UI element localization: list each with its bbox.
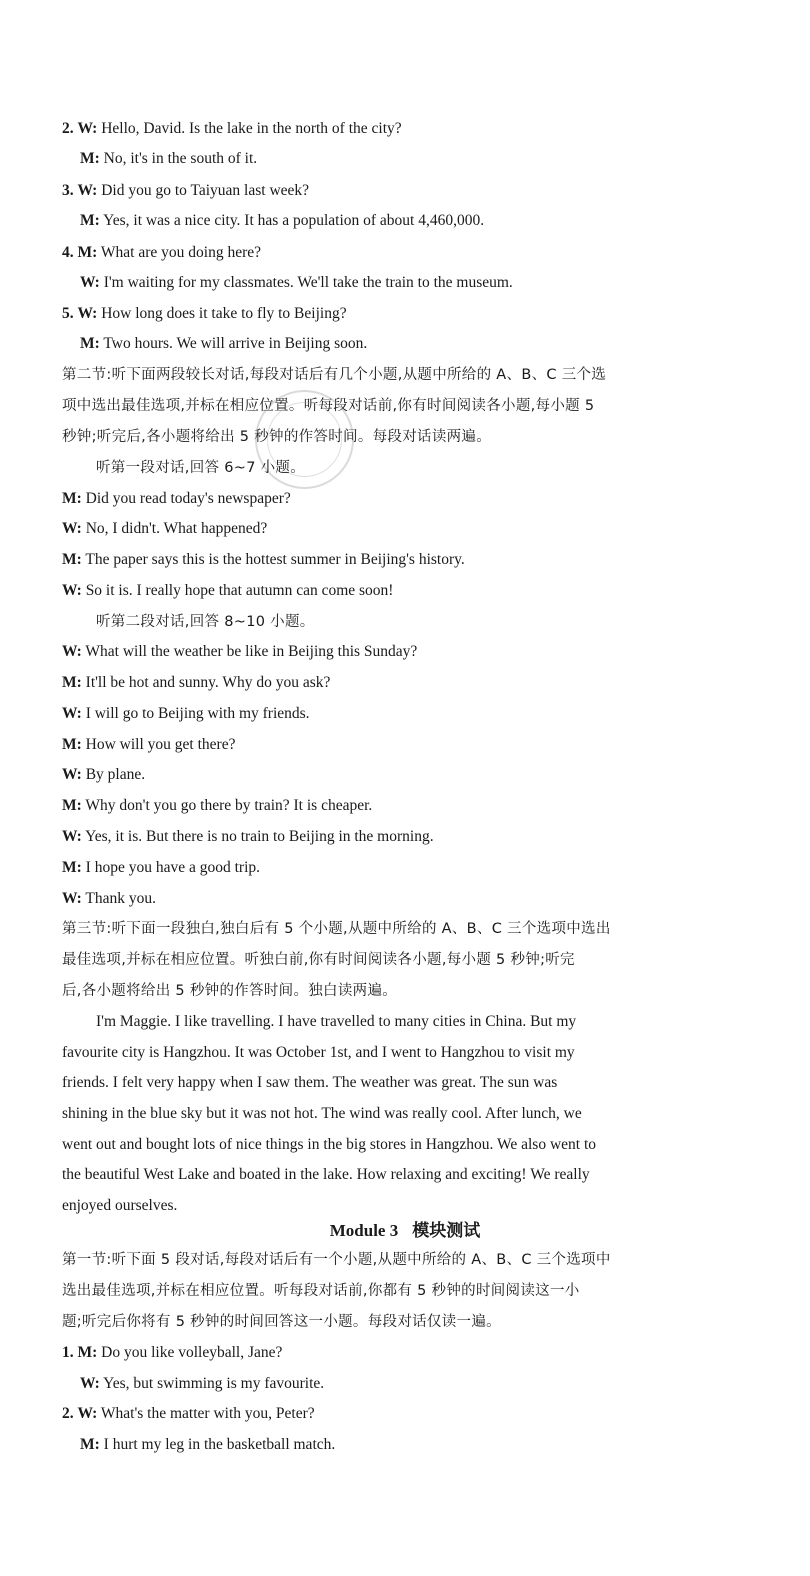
dialog-intro: 听第一段对话,回答 6~7 小题。 [96,460,306,476]
line: M: I hope you have a good trip. [62,859,261,876]
line: W: No, I didn't. What happened? [62,520,268,537]
monologue-line: the beautiful West Lake and boated in the lake. How relaxing and exciting! We really [62,1166,590,1183]
line: W: Thank you. [62,890,157,907]
line: M: Yes, it was a nice city. It has a population of about 4,460,000. [80,212,485,229]
instruction-line: 题;听完后你将有 5 秒钟的时间回答这一小题。每段对话仅读一遍。 [62,1314,501,1330]
line: 2. W: Hello, David. Is the lake in the north of the city? [62,120,402,137]
line: W: Yes, but swimming is my favourite. [80,1375,325,1392]
line: M: It'll be hot and sunny. Why do you ask? [62,674,331,691]
monologue-line: I'm Maggie. I like travelling. I have travelled to many cities in China. But my [96,1013,577,1030]
line: M: I hurt my leg in the basketball match. [80,1436,336,1453]
instruction-line: 项中选出最佳选项,并标在相应位置。听每段对话前,你有时间阅读各小题,每小题 5 [62,398,595,414]
line: M: The paper says this is the hottest summer in Beijing's history. [62,551,465,568]
dialog-intro: 听第二段对话,回答 8~10 小题。 [96,614,315,630]
line: M: No, it's in the south of it. [80,150,258,167]
line: 2. W: What's the matter with you, Peter? [62,1405,315,1422]
line: W: I'm waiting for my classmates. We'll take the train to the museum. [80,274,513,291]
line: W: I will go to Beijing with my friends. [62,705,310,722]
line: W: Yes, it is. But there is no train to Beijing in the morning. [62,828,434,845]
instruction-line: 第二节:听下面两段较长对话,每段对话后有几个小题,从题中所给的 A、B、C 三个选 [62,367,607,383]
line: 4. M: What are you doing here? [62,244,261,261]
instruction-line: 选出最佳选项,并标在相应位置。听每段对话前,你都有 5 秒钟的时间阅读这一小 [62,1283,580,1299]
instruction-line: 后,各小题将给出 5 秒钟的作答时间。独白读两遍。 [62,983,398,999]
instruction-line: 最佳选项,并标在相应位置。听独白前,你有时间阅读各小题,每小题 5 秒钟;听完 [62,952,575,968]
line: M: Did you read today's newspaper? [62,490,291,507]
monologue-line: enjoyed ourselves. [62,1197,178,1214]
instruction-line: 第一节:听下面 5 段对话,每段对话后有一个小题,从题中所给的 A、B、C 三个选项中 [62,1252,611,1268]
module-subtitle: 模块测试 [412,1221,481,1241]
line: 3. W: Did you go to Taiyuan last week? [62,182,310,199]
module-title: Module 3 [329,1221,399,1240]
line: 1. M: Do you like volleyball, Jane? [62,1344,283,1361]
instruction-line: 第三节:听下面一段独白,独白后有 5 个小题,从题中所给的 A、B、C 三个选项中选出 [62,921,611,937]
monologue-line: went out and bought lots of nice things in the big stores in Hangzhou. We also went to [62,1136,597,1153]
line: W: By plane. [62,766,146,783]
line: 5. W: How long does it take to fly to Beijing? [62,305,347,322]
line: M: How will you get there? [62,736,236,753]
monologue-line: shining in the blue sky but it was not hot. The wind was really cool. After lunch, we [62,1105,582,1122]
monologue-line: favourite city is Hangzhou. It was October 1st, and I went to Hangzhou to visit my [62,1044,575,1061]
instruction-line: 秒钟;听完后,各小题将给出 5 秒钟的作答时间。每段对话读两遍。 [62,429,492,445]
line: W: So it is. I really hope that autumn can come soon! [62,582,394,599]
line: M: Two hours. We will arrive in Beijing soon. [80,335,368,352]
line: M: Why don't you go there by train? It is cheaper. [62,797,373,814]
monologue-line: friends. I felt very happy when I saw them. The weather was great. The sun was [62,1074,558,1091]
line: W: What will the weather be like in Beijing this Sunday? [62,643,418,660]
module-heading [0,1216,810,1241]
